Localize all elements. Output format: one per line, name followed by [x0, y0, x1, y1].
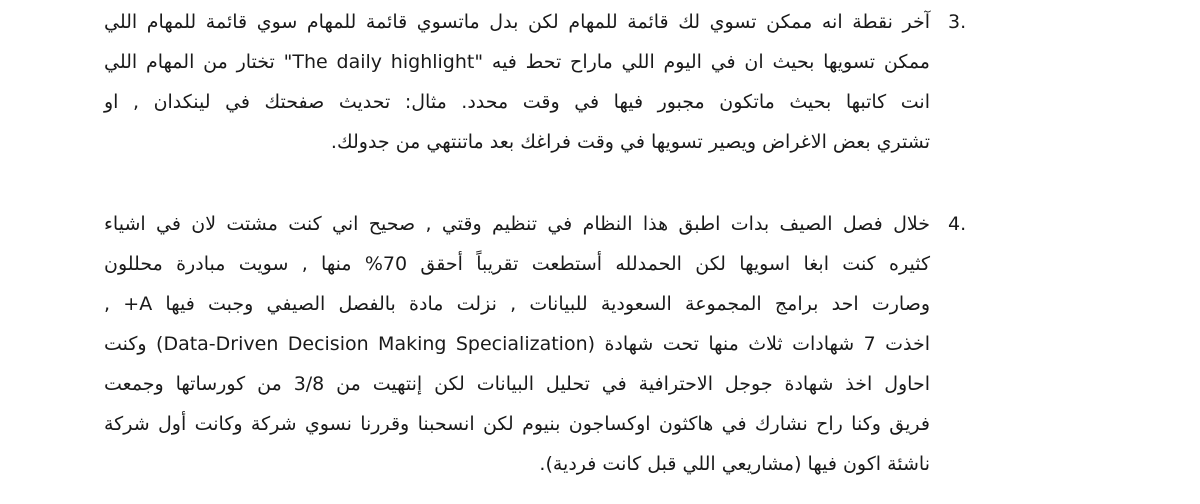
paragraph-line: كثيره كنت ابغا اسويها لكن الحمدلله أستطعت تقريباً أحقق 70% منها , سويت مبادرة محللون	[104, 253, 930, 275]
paragraph-line: اخذت 7 شهادات ثلاث منها تحت شهادة (Data-Driven Decision Making Specialization) وكنت	[104, 333, 930, 355]
list-number: 3.	[948, 11, 967, 33]
paragraph-line: احاول اخذ شهادة جوجل الاحترافية في تحليل البيانات لكن إنتهيت من 3/8 من كورساتها وجمعت	[104, 373, 930, 395]
paragraph-line: تشتري بعض الاغراض ويصير تسويها في وقت فراغك بعد ماتنتهي من جدولك.	[330, 131, 930, 153]
paragraph-line: فريق وكنا راح نشارك في هاكثون اوكساجون بنيوم لكن انسحبنا وقررنا نسوي شركة وكانت أول شركة	[104, 413, 930, 435]
paragraph-line: آخر نقطة انه ممكن تسوي لك قائمة للمهام لكن بدل ماتسوي قائمة للمهام سوي قائمة للمهام اللي	[104, 11, 930, 33]
paragraph-line: وصارت احد برامج المجموعة السعودية للبيانات , نزلت مادة بالفصل الصيفي وجبت فيها A+ ,	[104, 293, 930, 315]
paragraph-line: انت كاتبها بحيث ماتكون مجبور فيها في وقت محدد. مثال: تحديث صفحتك في لينكدان , او	[104, 91, 930, 113]
paragraph-line: ممكن تسويها بحيث ان في اليوم اللي ماراح تحط فيه "The daily highlight" تختار من المهام اللي	[104, 51, 930, 73]
list-number: 4.	[948, 213, 967, 235]
paragraph-line: ناشئة اكون فيها (مشاريعي اللي قبل كانت فردية).	[539, 453, 930, 475]
paragraph-line: خلال فصل الصيف بدات اطبق هذا النظام في تنظيم وقتي , صحيح اني كنت مشتت لان في اشياء	[104, 213, 930, 235]
